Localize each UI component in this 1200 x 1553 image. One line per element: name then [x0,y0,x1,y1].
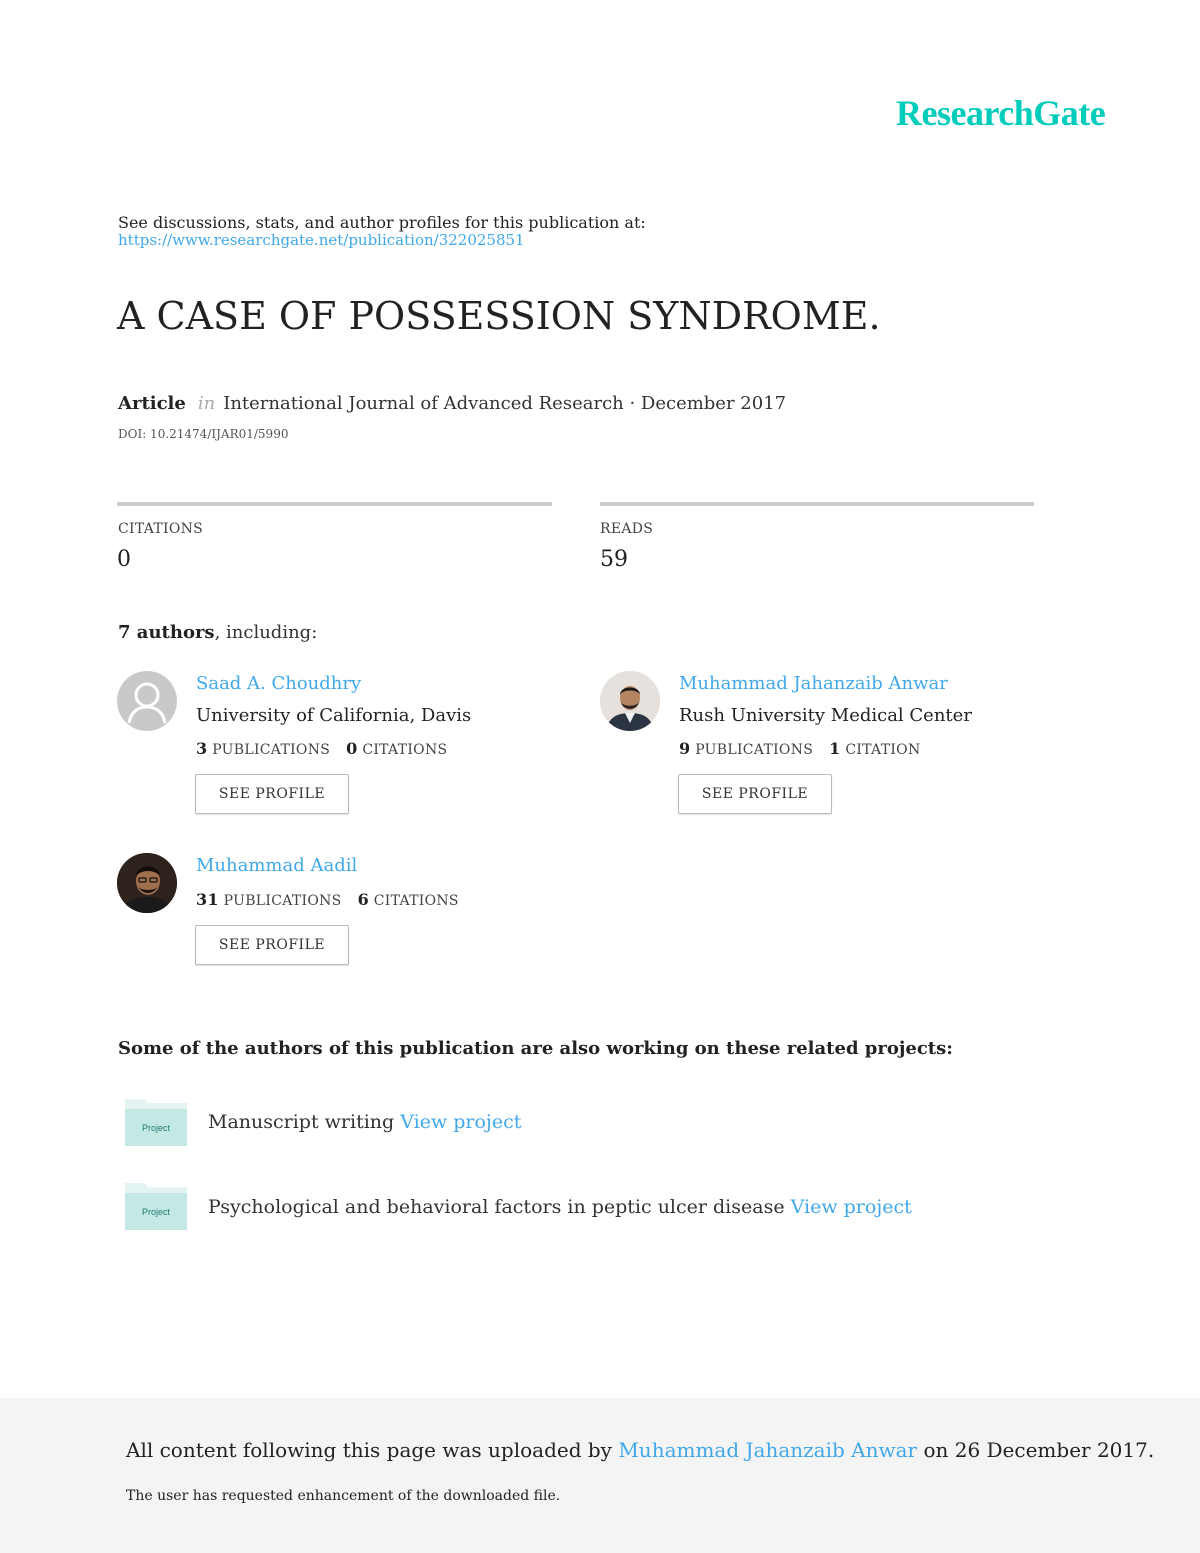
reads-value: 59 [600,547,628,572]
project-folder-icon [124,1179,188,1231]
citations-count: 6 [357,890,370,909]
view-project-link[interactable]: View project [790,1196,912,1218]
article-type: Article [118,393,186,414]
author-institution: University of California, Davis [196,705,472,726]
see-profile-button[interactable]: SEE PROFILE [195,774,349,814]
authors-count: 7 authors [118,622,215,643]
publications-count: 31 [196,890,219,909]
project-folder-icon [124,1095,188,1147]
enhancement-note: The user has requested enhancement of the downloaded file. [126,1488,561,1504]
avatar-placeholder-icon[interactable] [117,671,177,731]
upload-notice [126,1438,1154,1462]
author-stats [196,890,459,909]
publications-count: 3 [196,739,208,758]
upload-prefix: All content following this page was uploaded by [126,1438,612,1462]
citations-divider [117,502,552,506]
publication-title: A CASE OF POSSESSION SYNDROME. [117,294,881,338]
citations-label: CITATIONS [373,893,459,909]
author-photo-icon[interactable] [117,853,177,913]
reads-label: READS [600,521,654,537]
researchgate-logo[interactable]: ResearchGate [896,93,1106,133]
reads-divider [600,502,1034,506]
citations-count: 1 [829,739,841,758]
intro-text: See discussions, stats, and author profiles for this publication at: [118,213,646,232]
author-name[interactable]: Muhammad Aadil [196,855,358,876]
view-project-link[interactable]: View project [400,1111,522,1133]
upload-suffix: on 26 December 2017. [923,1438,1155,1462]
author-name[interactable]: Muhammad Jahanzaib Anwar [679,673,948,694]
author-stats [679,739,921,758]
project-icon-label: Project [141,1123,171,1133]
publications-label: PUBLICATIONS [212,742,331,758]
publication-url-link[interactable]: https://www.researchgate.net/publication/322025851 [118,231,525,249]
author-institution: Rush University Medical Center [679,705,972,726]
author-stats [196,739,447,758]
authors-suffix: , including: [214,622,318,643]
project-item [208,1196,912,1218]
citations-label: CITATION [845,742,921,758]
project-item [208,1111,521,1133]
venue-date: International Journal of Advanced Research · December 2017 [223,393,787,414]
project-title: Psychological and behavioral factors in peptic ulcer disease [208,1196,785,1218]
see-profile-button[interactable]: SEE PROFILE [678,774,832,814]
publication-meta [118,393,786,414]
in-word: in [197,393,216,414]
see-profile-button[interactable]: SEE PROFILE [195,925,349,965]
doi-text: DOI: 10.21474/IJAR01/5990 [118,427,289,441]
citations-count: 0 [346,739,358,758]
footer-panel [0,1398,1200,1553]
authors-heading [118,622,317,643]
author-name[interactable]: Saad A. Choudhry [196,673,362,694]
project-icon-label: Project [141,1207,171,1217]
citations-label: CITATIONS [362,742,448,758]
publications-label: PUBLICATIONS [223,893,342,909]
citations-value: 0 [117,547,131,572]
author-photo-icon[interactable] [600,671,660,731]
citations-label: CITATIONS [118,521,204,537]
related-projects-heading: Some of the authors of this publication are also working on these related projects: [118,1038,953,1059]
project-title: Manuscript writing [208,1111,395,1133]
publications-count: 9 [679,739,691,758]
uploader-link[interactable]: Muhammad Jahanzaib Anwar [618,1438,918,1462]
publications-label: PUBLICATIONS [695,742,814,758]
